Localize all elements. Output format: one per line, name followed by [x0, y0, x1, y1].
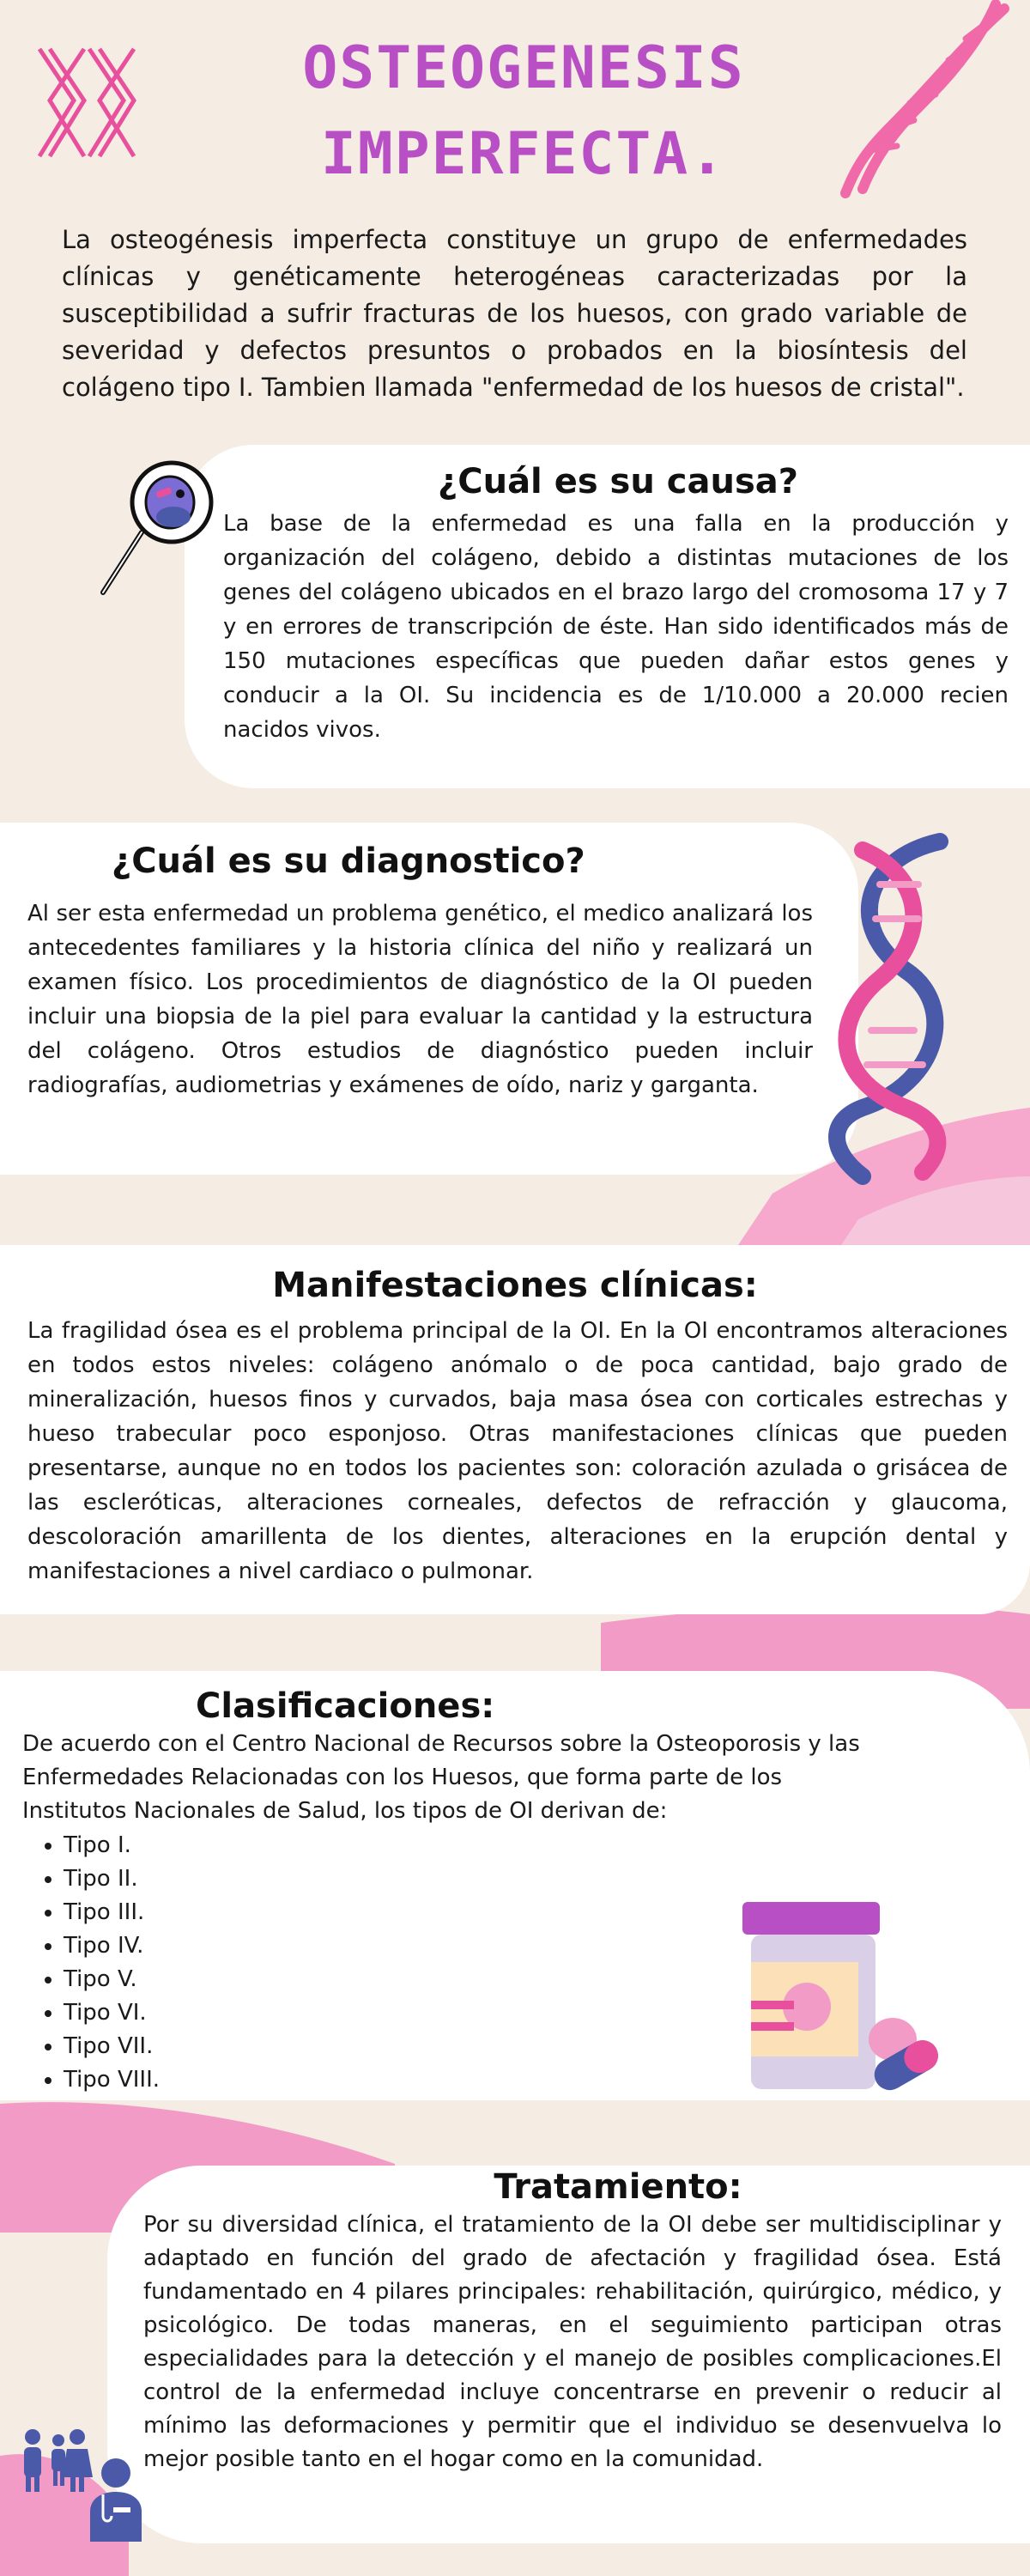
page-title: OSTEOGENESIS IMPERFECTA. — [302, 34, 745, 188]
family-doctor-icon — [17, 2421, 154, 2542]
diagnostico-heading: ¿Cuál es su diagnostico? — [112, 841, 585, 881]
causa-text: La base de la enfermedad es una falla en la producción y organización del colágeno, debido a distintas mutaciones de los genes del colágeno ubicados en el brazo largo del cromosoma 17 y 7 y en errores de transcripción de éste. Han sido identificados más de 150 mutaciones específicas que pueden dañar estos genes y conducir a la OI. Su incidencia es de 1/10.000 a 20.000 recien nacidos vivos. — [223, 511, 1009, 743]
list-item: • Tipo I. — [64, 1829, 407, 1862]
list-item: • Tipo IV. — [64, 1929, 407, 1963]
intro-paragraph: La osteogénesis imperfecta constituye un grupo de enfermedades clínicas y genéticamente heterogéneas caracterizadas por la susceptibilidad a sufrir fracturas de los huesos, con grado variable de severidad y defectos presuntos o probados en la biosíntesis del colágeno tipo I. Tambien llamada "enfermedad de los huesos de cristal". — [62, 225, 967, 402]
types-list — [22, 1829, 407, 2097]
list-item: • Tipo III. — [64, 1896, 407, 1929]
list-item: • Tipo VII. — [64, 2030, 407, 2063]
list-item: • Tipo II. — [64, 1862, 407, 1896]
tratamiento-heading: Tratamiento: — [494, 2167, 742, 2207]
list-item: • Tipo V. — [64, 1963, 407, 1996]
list-item: • Tipo VIII. — [64, 2063, 407, 2097]
manifestaciones-text: La fragilidad ósea es el problema principal de la OI. En la OI encontramos alteraciones en todos estos niveles: colágeno anómalo o de poca cantidad, bajo grado de mineralización, huesos finos y curvados, baja masa ósea con corticales estrechas y hueso trabecular poco esponjoso. Otras manifestaciones clínicas que pueden presentarse, aunque no en todos los pacientes son: coloración azulada o grisácea de las escleróticas, alteraciones corneales, defectos de refracción y glaucoma, descoloración amarillenta de los dientes, alteraciones en la erupción dental y manifestaciones a nivel cardiaco o pulmonar. — [27, 1318, 1008, 1584]
magnifier-bacteria-icon — [94, 455, 223, 601]
dna-icon — [837, 0, 1017, 206]
list-item: • Tipo VI. — [64, 1996, 407, 2030]
diagnostico-text: Al ser esta enfermedad un problema genético, el medico analizará los antecedentes familiares y la historia clínica del niño y realizará un examen físico. Los procedimientos de diagnóstico de la OI pueden incluir una biopsia de la piel para evaluar la cantidad y la estructura del colágeno. Otros estudios de diagnóstico pueden incluir radiografías, audiometrias y exámenes de oído, nariz y garganta. — [27, 901, 813, 1098]
manifestaciones-heading: Manifestaciones clínicas: — [272, 1266, 758, 1305]
pill-bottle-icon — [734, 1893, 948, 2099]
causa-heading: ¿Cuál es su causa? — [438, 462, 798, 501]
xx-decoration-icon — [31, 45, 142, 161]
clasificaciones-heading: Clasificaciones: — [196, 1686, 495, 1726]
dna-large-icon — [811, 824, 966, 1185]
tratamiento-text: Por su diversidad clínica, el tratamiento de la OI debe ser multidisciplinar y adaptado en función del grado de afectación y fragilidad ósea. Está fundamentado en 4 pilares principales: rehabilitación, quirúrgico, médico, y psicológico. De todas maneras, en el seguimiento participan otras especialidades para la detección y el manejo de posibles complicaciones.El control de la enfermedad incluye concentrarse en prevenir o reducir al mínimo las deformaciones y permitir que el individuo se desenvuelva lo mejor posible tanto en el hogar como en la comunidad. — [143, 2212, 1002, 2472]
clasificaciones-text: De acuerdo con el Centro Nacional de Recursos sobre la Osteoporosis y las Enfermedades Relacionadas con los Huesos, que forma parte de los Institutos Nacionales de Salud, los tipos de OI derivan de: — [22, 1731, 860, 1824]
